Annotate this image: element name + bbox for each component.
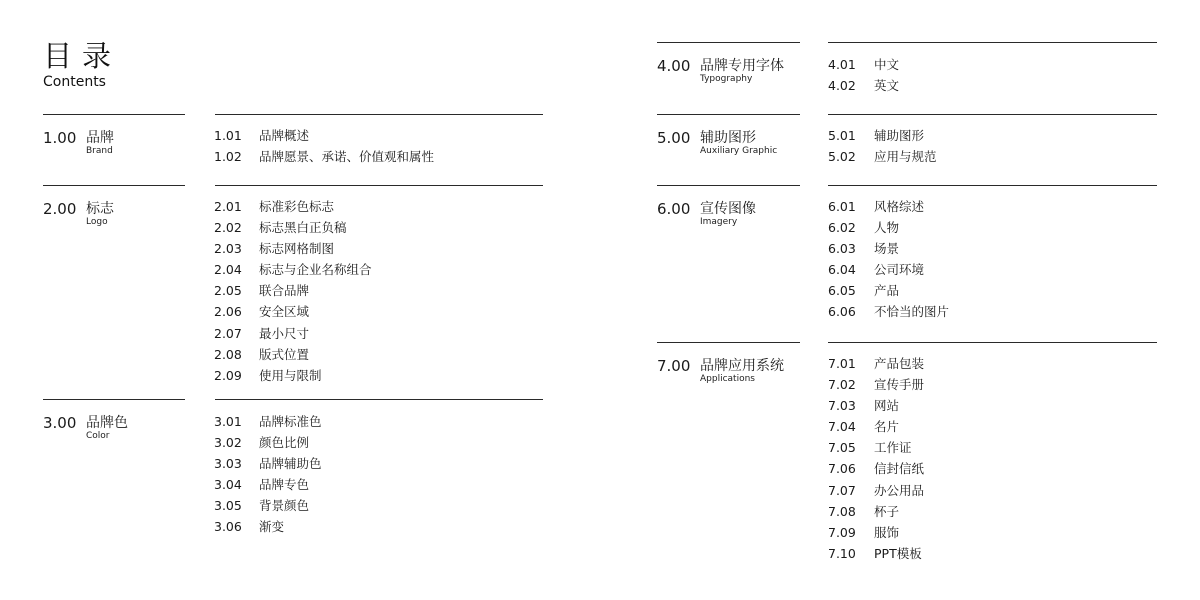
item-label: 最小尺寸 bbox=[259, 325, 310, 341]
section-number: 7.00 bbox=[657, 357, 691, 375]
item-number: 2.08 bbox=[214, 346, 242, 362]
page-title: 目录 bbox=[43, 39, 122, 73]
item-number: 5.02 bbox=[828, 149, 856, 165]
item-number: 7.05 bbox=[828, 440, 856, 456]
item-label: 标志黑白正负稿 bbox=[259, 220, 347, 236]
item-number: 7.06 bbox=[828, 461, 856, 477]
section-subtitle: Imagery bbox=[700, 217, 738, 227]
divider-line bbox=[657, 114, 800, 115]
item-number: 7.04 bbox=[828, 419, 856, 435]
section-subtitle: Color bbox=[86, 431, 110, 441]
section-number: 1.00 bbox=[43, 129, 77, 147]
item-label: 英文 bbox=[874, 78, 900, 94]
contents-header bbox=[43, 40, 121, 91]
item-label: 联合品牌 bbox=[259, 283, 310, 299]
item-label: 安全区域 bbox=[259, 304, 310, 320]
item-label: 信封信纸 bbox=[874, 461, 925, 477]
section-number: 2.00 bbox=[43, 200, 77, 218]
item-label: 品牌概述 bbox=[259, 128, 310, 143]
item-number: 2.05 bbox=[214, 283, 242, 299]
item-label: 品牌标准色 bbox=[259, 414, 322, 429]
item-label: PPT模板 bbox=[874, 545, 922, 561]
divider-line bbox=[215, 185, 543, 186]
item-label: 品牌辅助色 bbox=[259, 456, 322, 472]
item-number: 7.02 bbox=[828, 377, 856, 393]
item-number: 3.04 bbox=[214, 477, 242, 493]
divider-line bbox=[657, 342, 800, 343]
item-number: 2.02 bbox=[214, 220, 242, 236]
item-number: 6.05 bbox=[828, 283, 856, 299]
section-number: 6.00 bbox=[657, 200, 691, 218]
item-label: 应用与规范 bbox=[874, 149, 937, 165]
divider-line bbox=[828, 114, 1157, 115]
divider-line bbox=[657, 42, 800, 43]
item-number: 2.04 bbox=[214, 262, 242, 278]
item-number: 7.10 bbox=[828, 545, 856, 561]
divider-line bbox=[828, 342, 1157, 343]
item-label: 版式位置 bbox=[259, 346, 310, 362]
item-number: 1.02 bbox=[214, 149, 242, 165]
section-number: 3.00 bbox=[43, 414, 77, 432]
section-title: 品牌色 bbox=[86, 415, 128, 431]
item-number: 3.02 bbox=[214, 435, 242, 451]
section-title: 品牌 bbox=[86, 130, 114, 146]
item-number: 2.07 bbox=[214, 325, 242, 341]
section-title: 品牌专用字体 bbox=[700, 58, 784, 74]
item-label: 名片 bbox=[874, 419, 900, 435]
item-number: 3.05 bbox=[214, 498, 242, 514]
item-label: 风格综述 bbox=[874, 199, 925, 214]
item-number: 7.09 bbox=[828, 524, 856, 540]
divider-line bbox=[215, 114, 543, 115]
item-label: 中文 bbox=[874, 57, 900, 72]
item-number: 7.08 bbox=[828, 503, 856, 519]
section-title: 标志 bbox=[86, 201, 114, 217]
page-subtitle: Contents bbox=[43, 74, 106, 90]
item-label: 人物 bbox=[874, 220, 900, 236]
section-subtitle: Auxiliary Graphic bbox=[700, 146, 778, 156]
item-label: 产品包装 bbox=[874, 356, 925, 371]
item-number: 7.07 bbox=[828, 482, 856, 498]
divider-line bbox=[43, 185, 185, 186]
divider-line bbox=[828, 42, 1157, 43]
section-number: 4.00 bbox=[657, 57, 691, 75]
item-label: 不恰当的图片 bbox=[874, 304, 950, 320]
item-label: 标志与企业名称组合 bbox=[259, 262, 372, 278]
section-title: 宣传图像 bbox=[700, 201, 756, 217]
item-number: 2.01 bbox=[214, 199, 242, 214]
item-label: 产品 bbox=[874, 283, 900, 299]
item-label: 渐变 bbox=[259, 519, 285, 535]
item-label: 使用与限制 bbox=[259, 367, 322, 383]
item-label: 品牌专色 bbox=[259, 477, 310, 493]
item-number: 6.01 bbox=[828, 199, 856, 214]
item-label: 宣传手册 bbox=[874, 377, 925, 393]
item-label: 品牌愿景、承诺、价值观和属性 bbox=[259, 149, 435, 165]
item-label: 辅助图形 bbox=[874, 128, 925, 143]
item-number: 6.04 bbox=[828, 262, 856, 278]
item-number: 1.01 bbox=[214, 128, 242, 143]
item-number: 4.02 bbox=[828, 78, 856, 94]
item-label: 杯子 bbox=[874, 503, 900, 519]
item-label: 场景 bbox=[874, 241, 900, 257]
item-number: 7.01 bbox=[828, 356, 856, 371]
item-number: 7.03 bbox=[828, 398, 856, 414]
item-number: 6.02 bbox=[828, 220, 856, 236]
item-label: 办公用品 bbox=[874, 482, 925, 498]
divider-line bbox=[43, 399, 185, 400]
item-label: 公司环境 bbox=[874, 262, 925, 278]
item-label: 服饰 bbox=[874, 524, 900, 540]
divider-line bbox=[43, 114, 185, 115]
item-number: 2.06 bbox=[214, 304, 242, 320]
divider-line bbox=[828, 185, 1157, 186]
item-label: 标准彩色标志 bbox=[259, 199, 335, 214]
item-number: 3.06 bbox=[214, 519, 242, 535]
section-subtitle: Logo bbox=[86, 217, 108, 227]
item-number: 6.06 bbox=[828, 304, 856, 320]
item-number: 6.03 bbox=[828, 241, 856, 257]
section-subtitle: Applications bbox=[700, 374, 755, 384]
section-subtitle: Brand bbox=[86, 146, 113, 156]
section-subtitle: Typography bbox=[700, 74, 753, 84]
item-label: 标志网格制图 bbox=[259, 241, 335, 257]
section-number: 5.00 bbox=[657, 129, 691, 147]
section-title: 辅助图形 bbox=[700, 130, 756, 146]
item-number: 2.03 bbox=[214, 241, 242, 257]
item-label: 颜色比例 bbox=[259, 435, 310, 451]
item-label: 背景颜色 bbox=[259, 498, 310, 514]
item-number: 4.01 bbox=[828, 57, 856, 72]
item-label: 工作证 bbox=[874, 440, 912, 456]
item-number: 3.01 bbox=[214, 414, 242, 429]
divider-line bbox=[215, 399, 543, 400]
item-label: 网站 bbox=[874, 398, 900, 414]
section-title: 品牌应用系统 bbox=[700, 358, 784, 374]
divider-line bbox=[657, 185, 800, 186]
item-number: 5.01 bbox=[828, 128, 856, 143]
item-number: 2.09 bbox=[214, 367, 242, 383]
item-number: 3.03 bbox=[214, 456, 242, 472]
